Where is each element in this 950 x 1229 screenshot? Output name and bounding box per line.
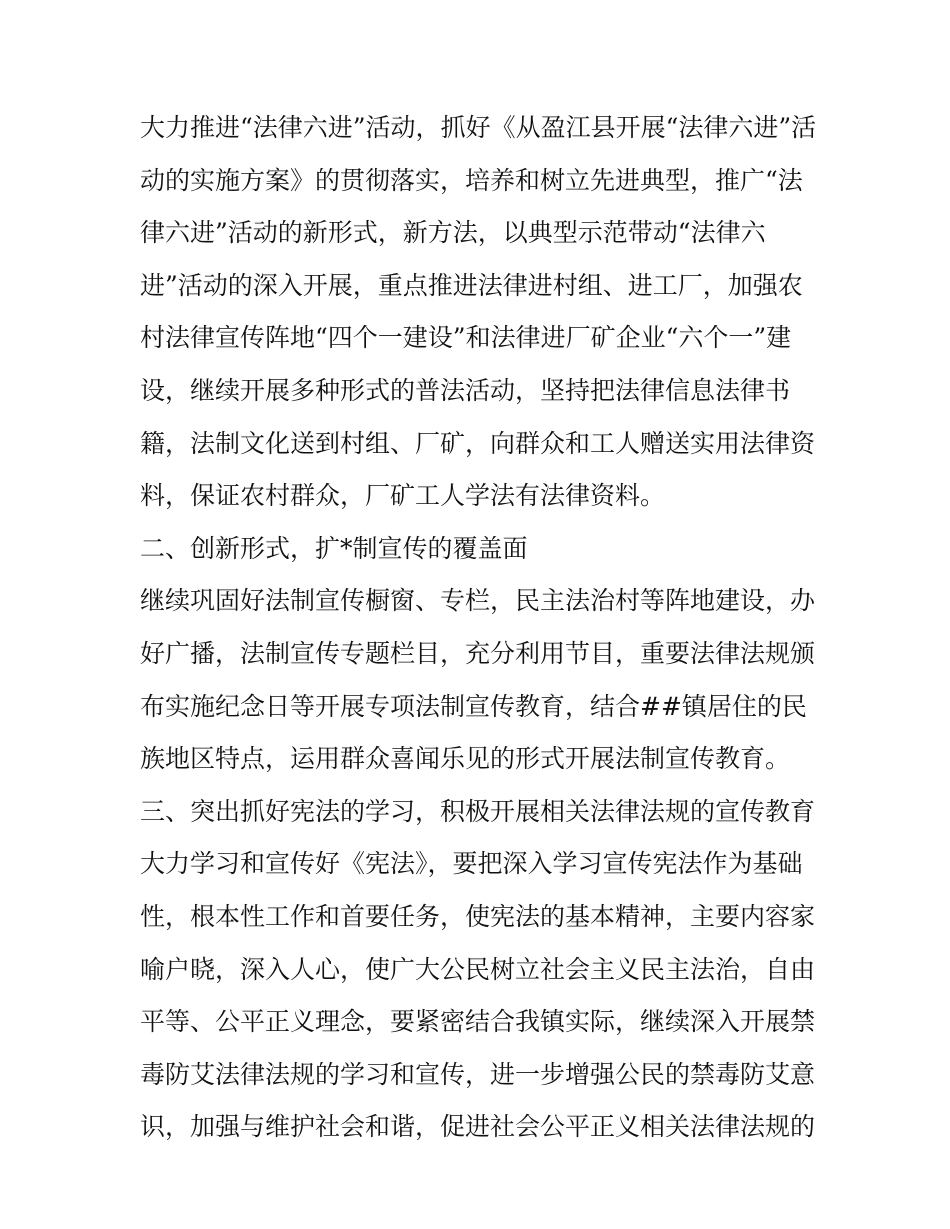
section-heading-2: 二、创新形式，扩*制宣传的覆盖面 [140, 533, 528, 563]
text-line: 好广播，法制宣传专题栏目，充分利用节目，重要法律法规颁 [140, 638, 816, 668]
text-line: 大力推进“法律六进”活动，抓好《从盈江县开展“法律六进”活 [140, 113, 817, 142]
section-heading-3: 三、突出抓好宪法的学习，积极开展相关法律法规的宣传教育 [140, 796, 816, 826]
text-line: 性，根本性工作和首要任务，使宪法的基本精神，主要内容家 [140, 901, 816, 931]
document-body [140, 102, 820, 1154]
text-line: 村法律宣传阵地“四个一建设”和法律进厂矿企业“六个一”建 [140, 323, 792, 353]
text-line: 继续巩固好法制宣传橱窗、专栏，民主法治村等阵地建设，办 [140, 586, 816, 616]
text-line: 大力学习和宣传好《宪法》，要把深入学习宣传宪法作为基础 [140, 849, 803, 879]
text-line: 识，加强与维护社会和谐，促进社会公平正义相关法律法规的 [140, 1112, 816, 1142]
text-line: 平等、公平正义理念，要紧密结合我镇实际，继续深入开展禁 [140, 1007, 816, 1037]
text-line: 进”活动的深入开展，重点推进法律进村组、进工厂，加强农 [140, 270, 803, 300]
text-line: 毒防艾法律法规的学习和宣传，进一步增强公民的禁毒防艾意 [140, 1059, 816, 1089]
text-line: 料，保证农村群众，厂矿工人学法有法律资料。 [140, 481, 666, 511]
text-line: 喻户晓，深入人心，使广大公民树立社会主义民主法治，自由 [140, 954, 816, 984]
text-line: 动的实施方案》的贯彻落实，培养和树立先进典型，推广“法 [140, 165, 803, 195]
text-line: 族地区特点，运用群众喜闻乐见的形式开展法制宣传教育。 [140, 744, 791, 774]
text-line: 籍，法制文化送到村组、厂矿，向群众和工人赠送实用法律资 [140, 428, 816, 458]
text-line: 设，继续开展多种形式的普法活动，坚持把法律信息法律书 [140, 375, 791, 405]
text-line: 布实施纪念日等开展专项法制宣传教育，结合##镇居住的民 [140, 691, 807, 721]
text-line: 律六进”活动的新形式，新方法，以典型示范带动“法律六 [140, 218, 766, 248]
